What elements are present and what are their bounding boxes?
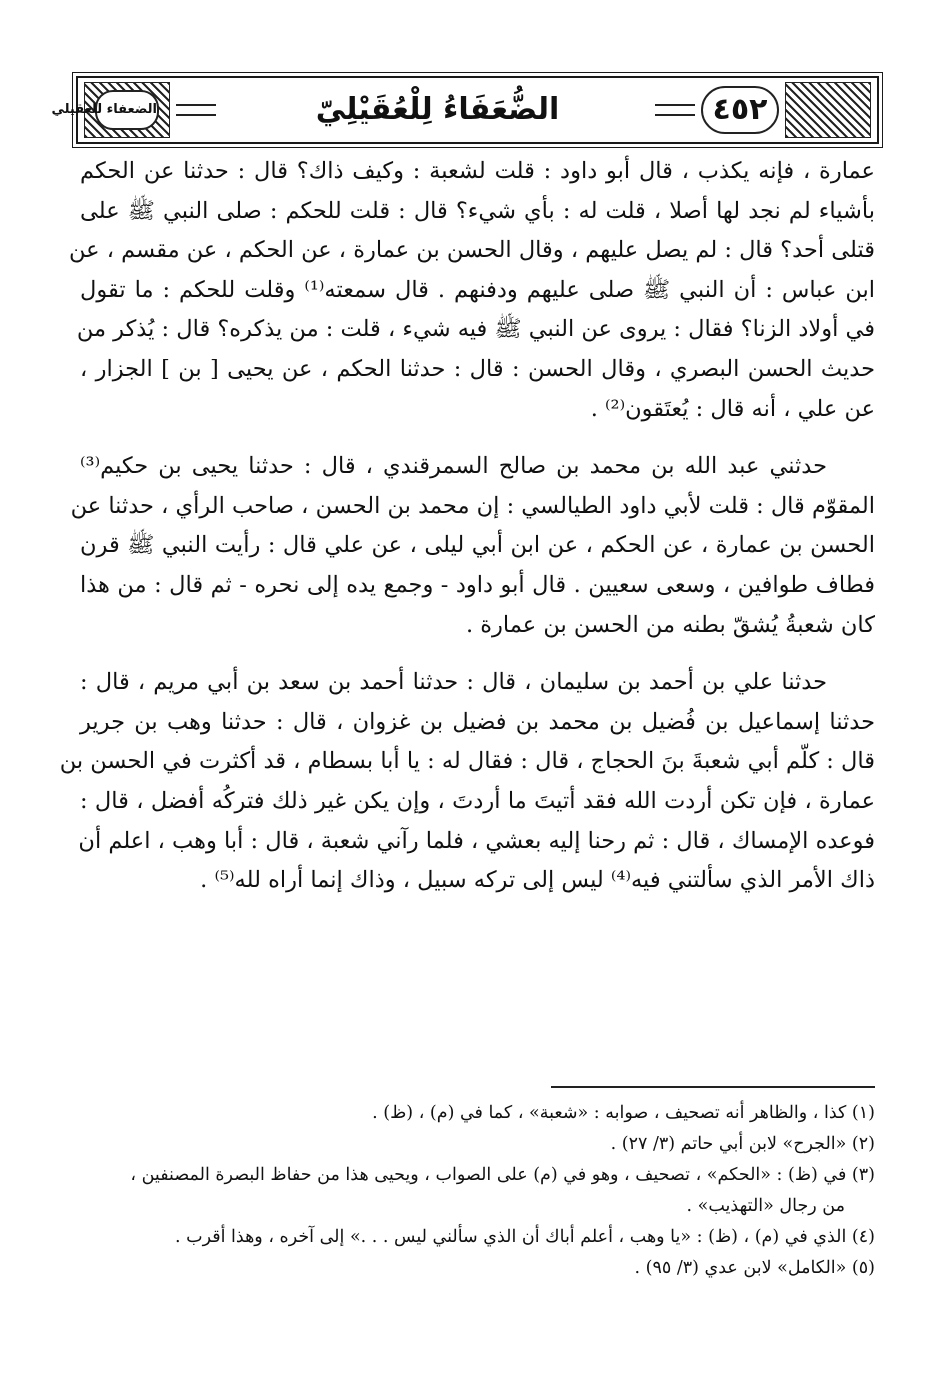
text-line: الحسن بن عمارة ، عن الحكم ، عن ابن أبي ليلى ، عن علي قال : رأيت النبي ﷺ قرن <box>80 532 875 559</box>
text-line: حدثني عبد الله بن محمد بن صالح السمرقندي ، قال : حدثنا يحيى بن حكيم⁽³⁾ <box>80 453 827 480</box>
text-line: فطاف طوافين ، وسعى سعيين . قال أبو داود - وجمع يده إلى نحره - ثم قال : من هذا <box>80 571 875 598</box>
footnote: (٢) «الجرح» لابن أبي حاتم (٣/ ٢٧) . <box>610 1134 875 1154</box>
page-number: ٤٥٢ <box>712 92 768 127</box>
header-ornament-left <box>51 82 170 138</box>
text-line: عن علي ، أنه قال : يُعتَقون⁽²⁾ . <box>590 395 875 422</box>
footnote: (٥) «الكامل» لابن عدي (٣/ ٩٥) . <box>634 1258 875 1278</box>
paragraph <box>69 152 876 429</box>
footnote: (١) كذا ، والظاهر أنه تصحيف ، صوابه : «شعبة» ، كما في (م) ، (ظ) . <box>372 1103 875 1123</box>
text-line: حدثنا علي بن أحمد بن سليمان ، قال : حدثنا أحمد بن سعد بن أبي مريم ، قال : <box>80 669 827 696</box>
footnote: (٣) في (ظ) : «الحكم» ، تصحيف ، وهو في (م) على الصواب ، ويحيى هذا من حفاظ البصرة المصنفين ، <box>130 1165 875 1185</box>
paragraph <box>70 447 875 645</box>
book-emblem-text: الضعفاء للعقيلي <box>51 102 157 117</box>
text-line: ذاك الأمر الذي سألتني فيه⁽⁴⁾ ليس إلى تركه سبيل ، وذاك إنما أراه لله⁽⁵⁾ . <box>200 867 875 894</box>
footnotes <box>80 1098 875 1284</box>
footnote-continuation: من رجال «التهذيب» . <box>686 1196 845 1216</box>
header-flourish <box>176 104 216 116</box>
text-line: فوعده الإمساك ، قال : ثم رحنا إليه بعشي ، فلما رآني شعبة ، قال : أبا وهب ، اعلم أن <box>78 827 875 854</box>
main-text <box>59 152 876 901</box>
text-line: المقوّم قال : قلت لأبي داود الطيالسي : إن محمد بن الحسن ، صاحب الرأي ، حدثنا عن <box>70 492 875 519</box>
text-line: عمارة ، فإن تكن أردت الله فقد أتيتَ ما أردتَ ، وإن يكن غير ذلك فتركُه أفضل ، قال : <box>80 787 875 814</box>
text-line: قتلى أحد؟ قال : لم يصل عليهم ، وقال الحسن بن عمارة ، عن الحكم ، عن مقسم ، عن <box>69 237 875 264</box>
text-line: في أولاد الزنا؟ فقال : يروى عن النبي ﷺ فيه شيء ، قلت : من يذكره؟ قال : يُذكر من <box>76 316 875 343</box>
running-title: الضُّعَفَاءُ لِلْعُقَيْلِيّ <box>315 92 560 127</box>
text-line: حدثنا إسماعيل بن فُضيل بن محمد بن فضيل بن غزوان ، قال : حدثنا وهب بن جرير <box>80 708 875 735</box>
text-line: حديث الحسن البصري ، وقال الحسن : قال : حدثنا الحكم ، عن يحيى [ بن ] الجزار ، <box>80 355 875 382</box>
page-number-cartouche <box>701 86 779 134</box>
footnote: (٤) الذي في (م) ، (ظ) : «يا وهب ، أعلم أباك أن الذي سألني ليس . . .» إلى آخره ، وهذا أقرب . <box>174 1227 875 1247</box>
page-header <box>51 76 879 144</box>
text-line: عمارة ، فإنه يكذب ، قال أبو داود : قلت لشعبة : وكيف ذاك؟ قال : حدثنا عن الحكم <box>80 158 875 184</box>
text-line: بأشياء لم نجد لها أصلا ، قلت له : بأي شيء؟ قال : قلت للحكم : صلى النبي ﷺ على <box>80 197 875 224</box>
text-line: كان شعبةُ يُشقّ بطنه من الحسن بن عمارة . <box>465 611 875 638</box>
paragraph <box>59 663 875 901</box>
text-line: ابن عباس : أن النبي ﷺ صلى عليهم ودفنهم . قال سمعته⁽¹⁾ وقلت للحكم : ما تقول <box>80 276 876 303</box>
footnote-separator <box>551 1086 875 1088</box>
header-ornament-right <box>785 82 871 138</box>
book-emblem <box>51 90 159 130</box>
header-flourish <box>655 104 695 116</box>
text-line: قال : كلّم أبي شعبةَ بنَ الحجاج ، قال : فقال له : يا أبا بسطام ، قد أكثرت في الحسن بن <box>59 748 875 775</box>
